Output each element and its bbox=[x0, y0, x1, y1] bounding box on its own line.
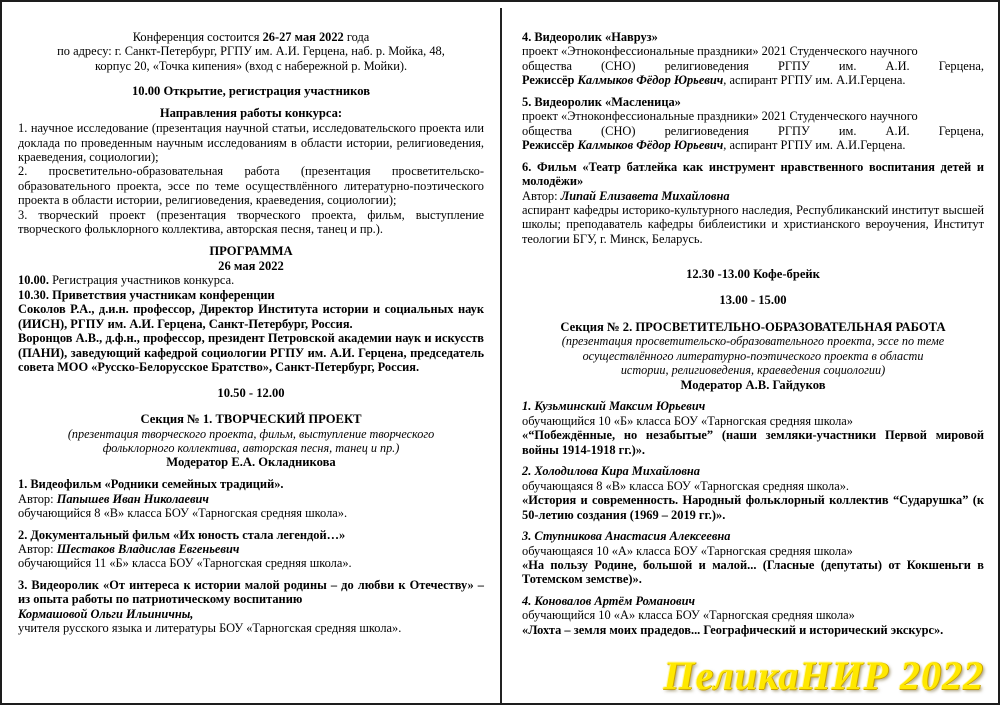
two-column-layout bbox=[2, 2, 998, 703]
section2-title: Секция № 2. ПРОСВЕТИТЕЛЬНО-ОБРАЗОВАТЕЛЬНАЯ РАБОТА bbox=[560, 319, 946, 334]
venue-line-1 bbox=[18, 30, 484, 44]
schedule-row-registration bbox=[18, 273, 484, 287]
section1-item-1 bbox=[18, 477, 484, 520]
schedule-text: Приветствия участникам конференции bbox=[48, 287, 275, 302]
role-name: Калмыков Фёдор Юрьевич bbox=[577, 138, 724, 153]
spacer bbox=[522, 392, 984, 399]
spacer bbox=[522, 309, 984, 320]
author-name: Шестаков Владислав Евгеньевич bbox=[56, 542, 240, 557]
spacer bbox=[522, 153, 984, 160]
role-tail: , аспирант РГПУ им. А.И.Герцена. bbox=[723, 138, 906, 153]
section2-item-3 bbox=[522, 529, 984, 587]
entry-author bbox=[522, 189, 984, 203]
spacer bbox=[18, 571, 484, 578]
section2-item-4 bbox=[522, 594, 984, 637]
schedule-time: 10.00. bbox=[18, 273, 49, 288]
left-column bbox=[2, 8, 500, 703]
entry-title: 6. Фильм «Театр батлейка как инструмент нравственного воспитания детей и молодёжи» bbox=[522, 159, 984, 189]
section1-subtitle-line-2: фольклорного коллектива, авторская песня, танец и пр.) bbox=[102, 440, 400, 455]
venue-prefix: Конференция состоится bbox=[132, 30, 263, 44]
section1-moderator: Модератор Е.А. Окладникова bbox=[166, 455, 336, 470]
schedule-time: 10.30. bbox=[18, 287, 49, 302]
participant-name: 2. Холодилова Кира Михайловна bbox=[522, 464, 700, 479]
greeter-name: Воронцов А.В., bbox=[18, 331, 103, 346]
venue-line-2: по адресу: г. Санкт-Петербург, РГПУ им. А.И. Герцена, наб. р. Мойка, 48, bbox=[57, 44, 445, 59]
direction-item-3: 3. творческий проект (презентация творческого проекта, фильм, выступление творческого фольклорного коллектива, авторская песня, танец и пр.). bbox=[18, 207, 484, 237]
entry-body-line-2: общества (СНО) религиоведения РГПУ им. А.И. Герцена, bbox=[522, 123, 984, 138]
direction-item-1: 1. научное исследование (презентация научной статьи, исследовательского проекта или доклада по проведенным научным исследованиям в области истории, религиоведения, краеведения, социологии); bbox=[18, 121, 484, 164]
spacer bbox=[522, 587, 984, 594]
spacer bbox=[18, 237, 484, 244]
spacer bbox=[522, 522, 984, 529]
role-tail: , аспирант РГПУ им. А.И.Герцена. bbox=[723, 73, 906, 88]
participant-affiliation: обучающийся 10 «А» класса БОУ «Тарногская средняя школа» bbox=[522, 608, 855, 623]
section2-item-1 bbox=[522, 399, 984, 457]
entry-affiliation: обучающийся 11 «Б» класса БОУ «Тарногская средняя школа». bbox=[18, 556, 352, 571]
greeter-vorontsov bbox=[18, 331, 484, 374]
program-date: 26 мая 2022 bbox=[218, 258, 284, 273]
author-label: Автор: bbox=[522, 188, 561, 203]
participant-work: «На пользу Родине, большой и малой... (Гласные (депутаты) от Кокшеньги в Тотемском земстве)». bbox=[522, 557, 984, 587]
section1-item-4 bbox=[522, 30, 984, 88]
entry-title: 1. Видеофильм «Родники семейных традиций». bbox=[18, 477, 284, 492]
program-title: ПРОГРАММА bbox=[209, 243, 293, 258]
entry-affiliation: аспирант кафедры историко-культурного наследия, Республиканский институт высшей школы; преподаватель кафедры библеистики и христианского вероучения, Институт теологии БГУ, г. Минск, Беларусь. bbox=[522, 202, 984, 246]
participant-affiliation: обучающаяся 8 «В» класса БОУ «Тарногская средняя школа». bbox=[522, 478, 849, 493]
venue-suffix: года bbox=[343, 30, 370, 44]
venue-line-3: корпус 20, «Точка кипения» (вход с набережной р. Мойки). bbox=[94, 58, 408, 73]
schedule-row-greetings bbox=[18, 288, 484, 302]
author-name: Кормашовой Ольги Ильиничны, bbox=[18, 606, 194, 621]
participant-affiliation: обучающийся 10 «Б» класса БОУ «Тарногская средняя школа» bbox=[522, 413, 853, 428]
entry-affiliation: учителя русского языка и литературы БОУ «Тарногская средняя школа». bbox=[18, 621, 402, 636]
participant-work: «“Побеждённые, но незабытые” (наши земляки-участники Первой мировой войны 1914-1918 гг.)». bbox=[522, 428, 984, 457]
schedule-text: Регистрация участников конкурса. bbox=[48, 273, 235, 288]
right-column bbox=[500, 8, 998, 703]
spacer bbox=[522, 246, 984, 267]
section1-time: 10.50 - 12.00 bbox=[217, 385, 285, 400]
role-label: Режиссёр bbox=[522, 73, 578, 88]
conference-dates: 26-27 мая 2022 bbox=[262, 30, 344, 44]
participant-work: «История и современность. Народный фольклорный коллектив “Сударушка” (к 50-летию создания (1969 – 2019 гг.)». bbox=[522, 493, 984, 522]
spacer bbox=[18, 375, 484, 386]
author-label: Автор: bbox=[18, 491, 57, 506]
entry-author bbox=[18, 492, 484, 506]
spacer bbox=[522, 282, 984, 293]
direction-item-2: 2. просветительно-образовательная работа (презентация просветительско-образовательного проекта, эссе по теме осуществлённого литературно-поэтического проекта в области истории, религиоведения, краеведения, социологии); bbox=[18, 164, 484, 208]
spacer bbox=[522, 457, 984, 464]
section2-subtitle-line-2: осуществлённого литературно-поэтического проекта в области bbox=[582, 348, 924, 363]
entry-title: 3. Видеоролик «От интереса к истории малой родины – до любви к Отечеству» – из опыта работы по патриотическому воспитанию bbox=[18, 577, 484, 607]
author-name: Липай Елизавета Михайловна bbox=[560, 188, 730, 203]
entry-author bbox=[18, 607, 484, 621]
opening-heading: 10.00 Открытие, регистрация участников bbox=[131, 84, 371, 99]
entry-affiliation: обучающийся 8 «В» класса БОУ «Тарногская средняя школа». bbox=[18, 506, 348, 521]
participant-work: «Лохта – земля моих прадедов... Географический и исторический экскурс». bbox=[522, 622, 944, 637]
participant-affiliation: обучающаяся 10 «А» класса БОУ «Тарногская средняя школа» bbox=[522, 543, 853, 558]
section1-title: Секция № 1. ТВОРЧЕСКИЙ ПРОЕКТ bbox=[140, 411, 362, 426]
entry-body-line-2: общества (СНО) религиоведения РГПУ им. А.И. Герцена, bbox=[522, 58, 984, 73]
participant-name: 4. Коновалов Артём Романович bbox=[522, 593, 695, 608]
greeter-sokolov bbox=[18, 302, 484, 331]
section2-time: 13.00 - 15.00 bbox=[719, 293, 787, 308]
greeter-name: Соколов Р.А., bbox=[18, 302, 95, 317]
entry-body-line-1: проект «Этноконфессиональные праздники» 2021 Студенческого научного bbox=[522, 109, 918, 124]
entry-title: 4. Видеоролик «Навруз» bbox=[522, 30, 658, 44]
entry-body-line-1: проект «Этноконфессиональные праздники» 2021 Студенческого научного bbox=[522, 44, 918, 59]
entry-title: 5. Видеоролик «Масленица» bbox=[522, 94, 681, 109]
entry-author bbox=[18, 542, 484, 556]
spacer bbox=[18, 99, 484, 106]
spacer bbox=[18, 73, 484, 84]
entry-title: 2. Документальный фильм «Их юность стала легендой…» bbox=[18, 527, 346, 542]
section1-item-3 bbox=[18, 578, 484, 636]
spacer bbox=[18, 521, 484, 528]
greeter-details: д.и.н. профессор, Директор Института истории и социальных наук (ИИСН), РГПУ им. А.И. Герцена, Санкт-Петербург, Россия. bbox=[18, 302, 484, 331]
role-label: Режиссёр bbox=[522, 138, 578, 153]
section2-moderator: Модератор А.В. Гайдуков bbox=[680, 377, 826, 392]
section2-subtitle-line-1: (презентация просветительско-образовательного проекта, эссе по теме bbox=[561, 334, 945, 349]
participant-name: 1. Кузьминский Максим Юрьевич bbox=[522, 399, 706, 414]
role-name: Калмыков Фёдор Юрьевич bbox=[577, 73, 724, 88]
author-name: Папышев Иван Николаевич bbox=[56, 491, 209, 506]
section1-subtitle-line-1: (презентация творческого проекта, фильм, выступление творческого bbox=[67, 426, 435, 441]
spacer bbox=[18, 470, 484, 477]
section1-item-2 bbox=[18, 528, 484, 571]
greeter-details: д.ф.н., профессор, президент Петровской академии наук и искусств (ПАНИ), заведующий кафедрой социологии РГПУ им. А.И. Герцена, председатель совета МОО «Русско-Белорусское Братство», Санкт-Петербург, Россия. bbox=[18, 331, 484, 375]
coffee-break-time: 12.30 -13.00 Кофе-брейк bbox=[686, 267, 820, 282]
watermark: ПеликаНИР 2022 bbox=[663, 653, 984, 698]
section2-subtitle-line-3: истории, религиоведения, краеведения социологии) bbox=[620, 363, 886, 378]
section1-item-6 bbox=[522, 160, 984, 247]
entry-role bbox=[522, 73, 984, 87]
spacer bbox=[18, 401, 484, 412]
section1-item-5 bbox=[522, 95, 984, 153]
participant-name: 3. Ступникова Анастасия Алексеевна bbox=[522, 529, 731, 544]
section2-item-2 bbox=[522, 464, 984, 522]
spacer bbox=[522, 88, 984, 95]
entry-role bbox=[522, 138, 984, 152]
author-label: Автор: bbox=[18, 542, 57, 557]
directions-title: Направления работы конкурса: bbox=[159, 106, 343, 121]
